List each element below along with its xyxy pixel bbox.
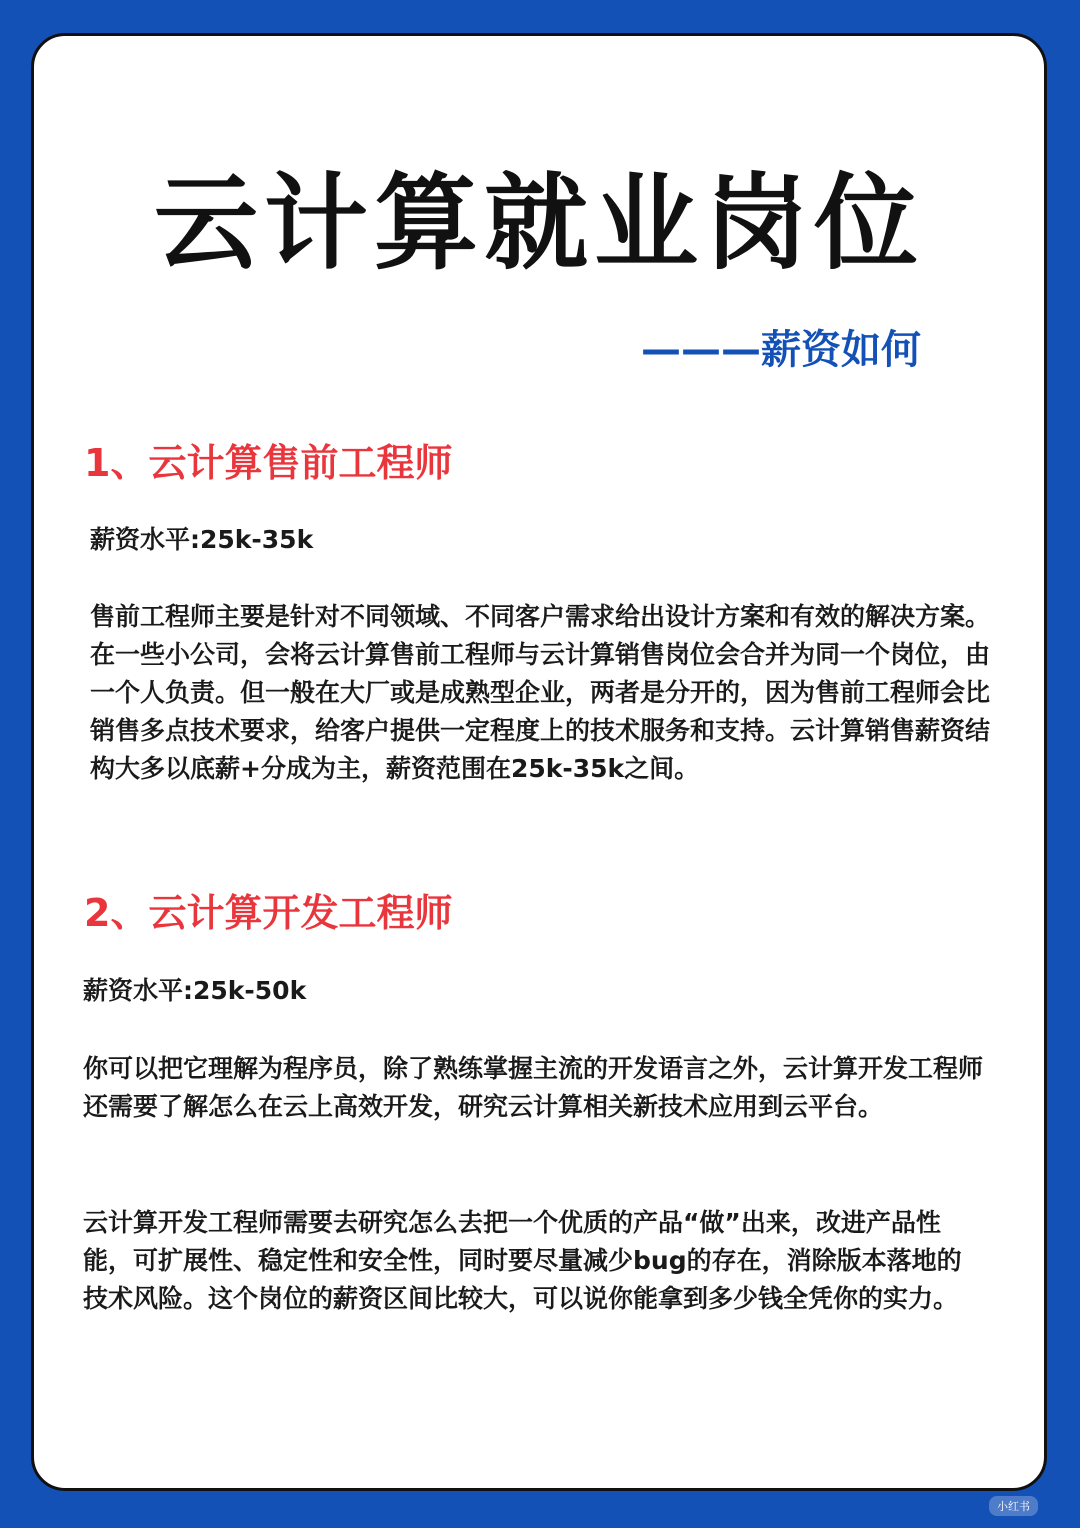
content-card: [31, 33, 1047, 1491]
salary-developer: 薪资水平:25k-50k: [83, 976, 307, 1005]
page-title: 云计算就业岗位: [153, 162, 924, 284]
page-subtitle: ———薪资如何: [641, 327, 921, 373]
salary-presales: 薪资水平:25k-35k: [90, 525, 314, 554]
paragraph-presales: 售前工程师主要是针对不同领域、不同客户需求给出设计方案和有效的解决方案。在一些小公司，会将云计算售前工程师与云计算销售岗位会合并为同一个岗位，由一个人负责。但一般在大厂或是成熟型企业，两者是分开的，因为售前工程师会比销售多点技术要求，给客户提供一定程度上的技术服务和支持。云计算销售薪资结构大多以底薪+分成为主，薪资范围在25k-35k之间。: [90, 602, 991, 783]
section-heading-presales: 1、云计算售前工程师: [84, 441, 453, 485]
section-heading-developer: 2、云计算开发工程师: [84, 891, 453, 935]
watermark-logo: 小红书: [989, 1496, 1038, 1516]
paragraph-developer-2: 云计算开发工程师需要去研究怎么去把一个优质的产品“做”出来，改进产品性能，可扩展性、稳定性和安全性，同时要尽量减少bug的存在，消除版本落地的技术风险。这个岗位的薪资区间比较大，可以说你能拿到多少钱全凭你的实力。: [83, 1208, 962, 1313]
paragraph-developer-1: 你可以把它理解为程序员，除了熟练掌握主流的开发语言之外，云计算开发工程师还需要了解怎么在云上高效开发，研究云计算相关新技术应用到云平台。: [83, 1054, 984, 1121]
